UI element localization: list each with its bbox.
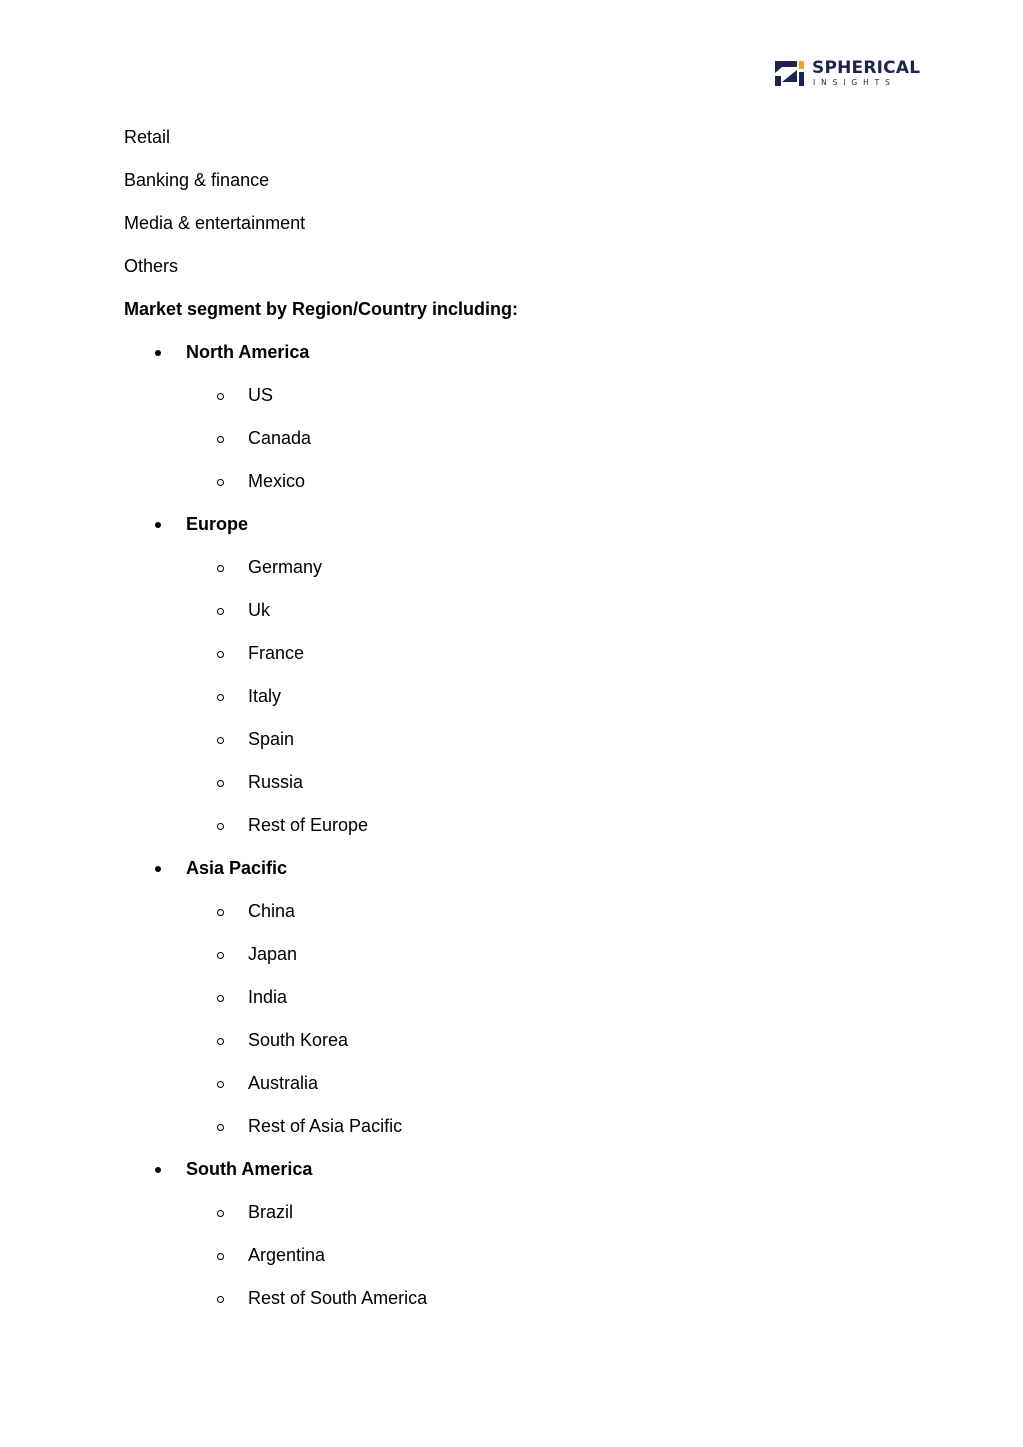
bullet-dot-icon — [155, 1167, 161, 1173]
country-name: Germany — [248, 557, 323, 577]
region-heading: Market segment by Region/Country including: — [124, 299, 519, 319]
region-name: South America — [186, 1159, 313, 1179]
country-name: Argentina — [248, 1245, 326, 1265]
country-item — [124, 638, 904, 681]
country-item — [124, 896, 904, 939]
country-name: Canada — [248, 428, 312, 448]
bullet-circle-icon — [217, 780, 224, 787]
country-name: India — [248, 987, 288, 1007]
bullet-circle-icon — [217, 737, 224, 744]
country-item — [124, 982, 904, 1025]
bullet-circle-icon — [217, 909, 224, 916]
country-name: China — [248, 901, 296, 921]
country-name: Russia — [248, 772, 304, 792]
bullet-circle-icon — [217, 995, 224, 1002]
bullet-circle-icon — [217, 479, 224, 486]
region-item — [124, 1154, 904, 1197]
region-item — [124, 853, 904, 896]
country-item — [124, 1068, 904, 1111]
country-name: Mexico — [248, 471, 306, 491]
region-item — [124, 509, 904, 552]
bullet-circle-icon — [217, 1124, 224, 1131]
country-name: Brazil — [248, 1202, 294, 1222]
bullet-circle-icon — [217, 694, 224, 701]
bullet-circle-icon — [217, 823, 224, 830]
country-name: Rest of Asia Pacific — [248, 1116, 403, 1136]
bullet-circle-icon — [217, 393, 224, 400]
logo-subtitle: INSIGHTS — [813, 78, 896, 87]
industry-item: Media & entertainment — [124, 213, 306, 233]
bullet-dot-icon — [155, 866, 161, 872]
bullet-circle-icon — [217, 1210, 224, 1217]
country-name: Rest of Europe — [248, 815, 369, 835]
bullet-circle-icon — [217, 608, 224, 615]
country-name: Spain — [248, 729, 295, 749]
country-item — [124, 380, 904, 423]
country-item — [124, 1111, 904, 1154]
country-name: France — [248, 643, 305, 663]
region-name: Asia Pacific — [186, 858, 288, 878]
bullet-circle-icon — [217, 1296, 224, 1303]
region-name: Europe — [186, 514, 249, 534]
logo-mark-icon — [775, 58, 807, 88]
industry-item: Banking & finance — [124, 170, 270, 190]
bullet-circle-icon — [217, 1038, 224, 1045]
country-name: Japan — [248, 944, 298, 964]
country-item — [124, 1240, 904, 1283]
country-item — [124, 939, 904, 982]
bullet-dot-icon — [155, 350, 161, 356]
bullet-circle-icon — [217, 651, 224, 658]
country-item — [124, 1197, 904, 1240]
bullet-circle-icon — [217, 436, 224, 443]
country-name: South Korea — [248, 1030, 349, 1050]
bullet-circle-icon — [217, 1253, 224, 1260]
country-item — [124, 1025, 904, 1068]
industry-item: Others — [124, 256, 179, 276]
country-name: Rest of South America — [248, 1288, 428, 1308]
country-name: US — [248, 385, 274, 405]
country-name: Italy — [248, 686, 282, 706]
country-item — [124, 466, 904, 509]
country-item — [124, 767, 904, 810]
company-logo — [775, 58, 921, 88]
bullet-circle-icon — [217, 565, 224, 572]
bullet-dot-icon — [155, 522, 161, 528]
region-item — [124, 337, 904, 380]
industry-item: Retail — [124, 127, 171, 147]
country-item — [124, 724, 904, 767]
country-item — [124, 552, 904, 595]
region-name: North America — [186, 342, 310, 362]
bullet-circle-icon — [217, 952, 224, 959]
bullet-circle-icon — [217, 1081, 224, 1088]
document-body — [124, 122, 904, 1326]
country-item — [124, 810, 904, 853]
country-item — [124, 595, 904, 638]
country-item — [124, 681, 904, 724]
country-name: Australia — [248, 1073, 319, 1093]
country-name: Uk — [248, 600, 270, 620]
logo-name: SPHERICAL — [812, 58, 921, 78]
country-item — [124, 423, 904, 466]
country-item — [124, 1283, 904, 1326]
